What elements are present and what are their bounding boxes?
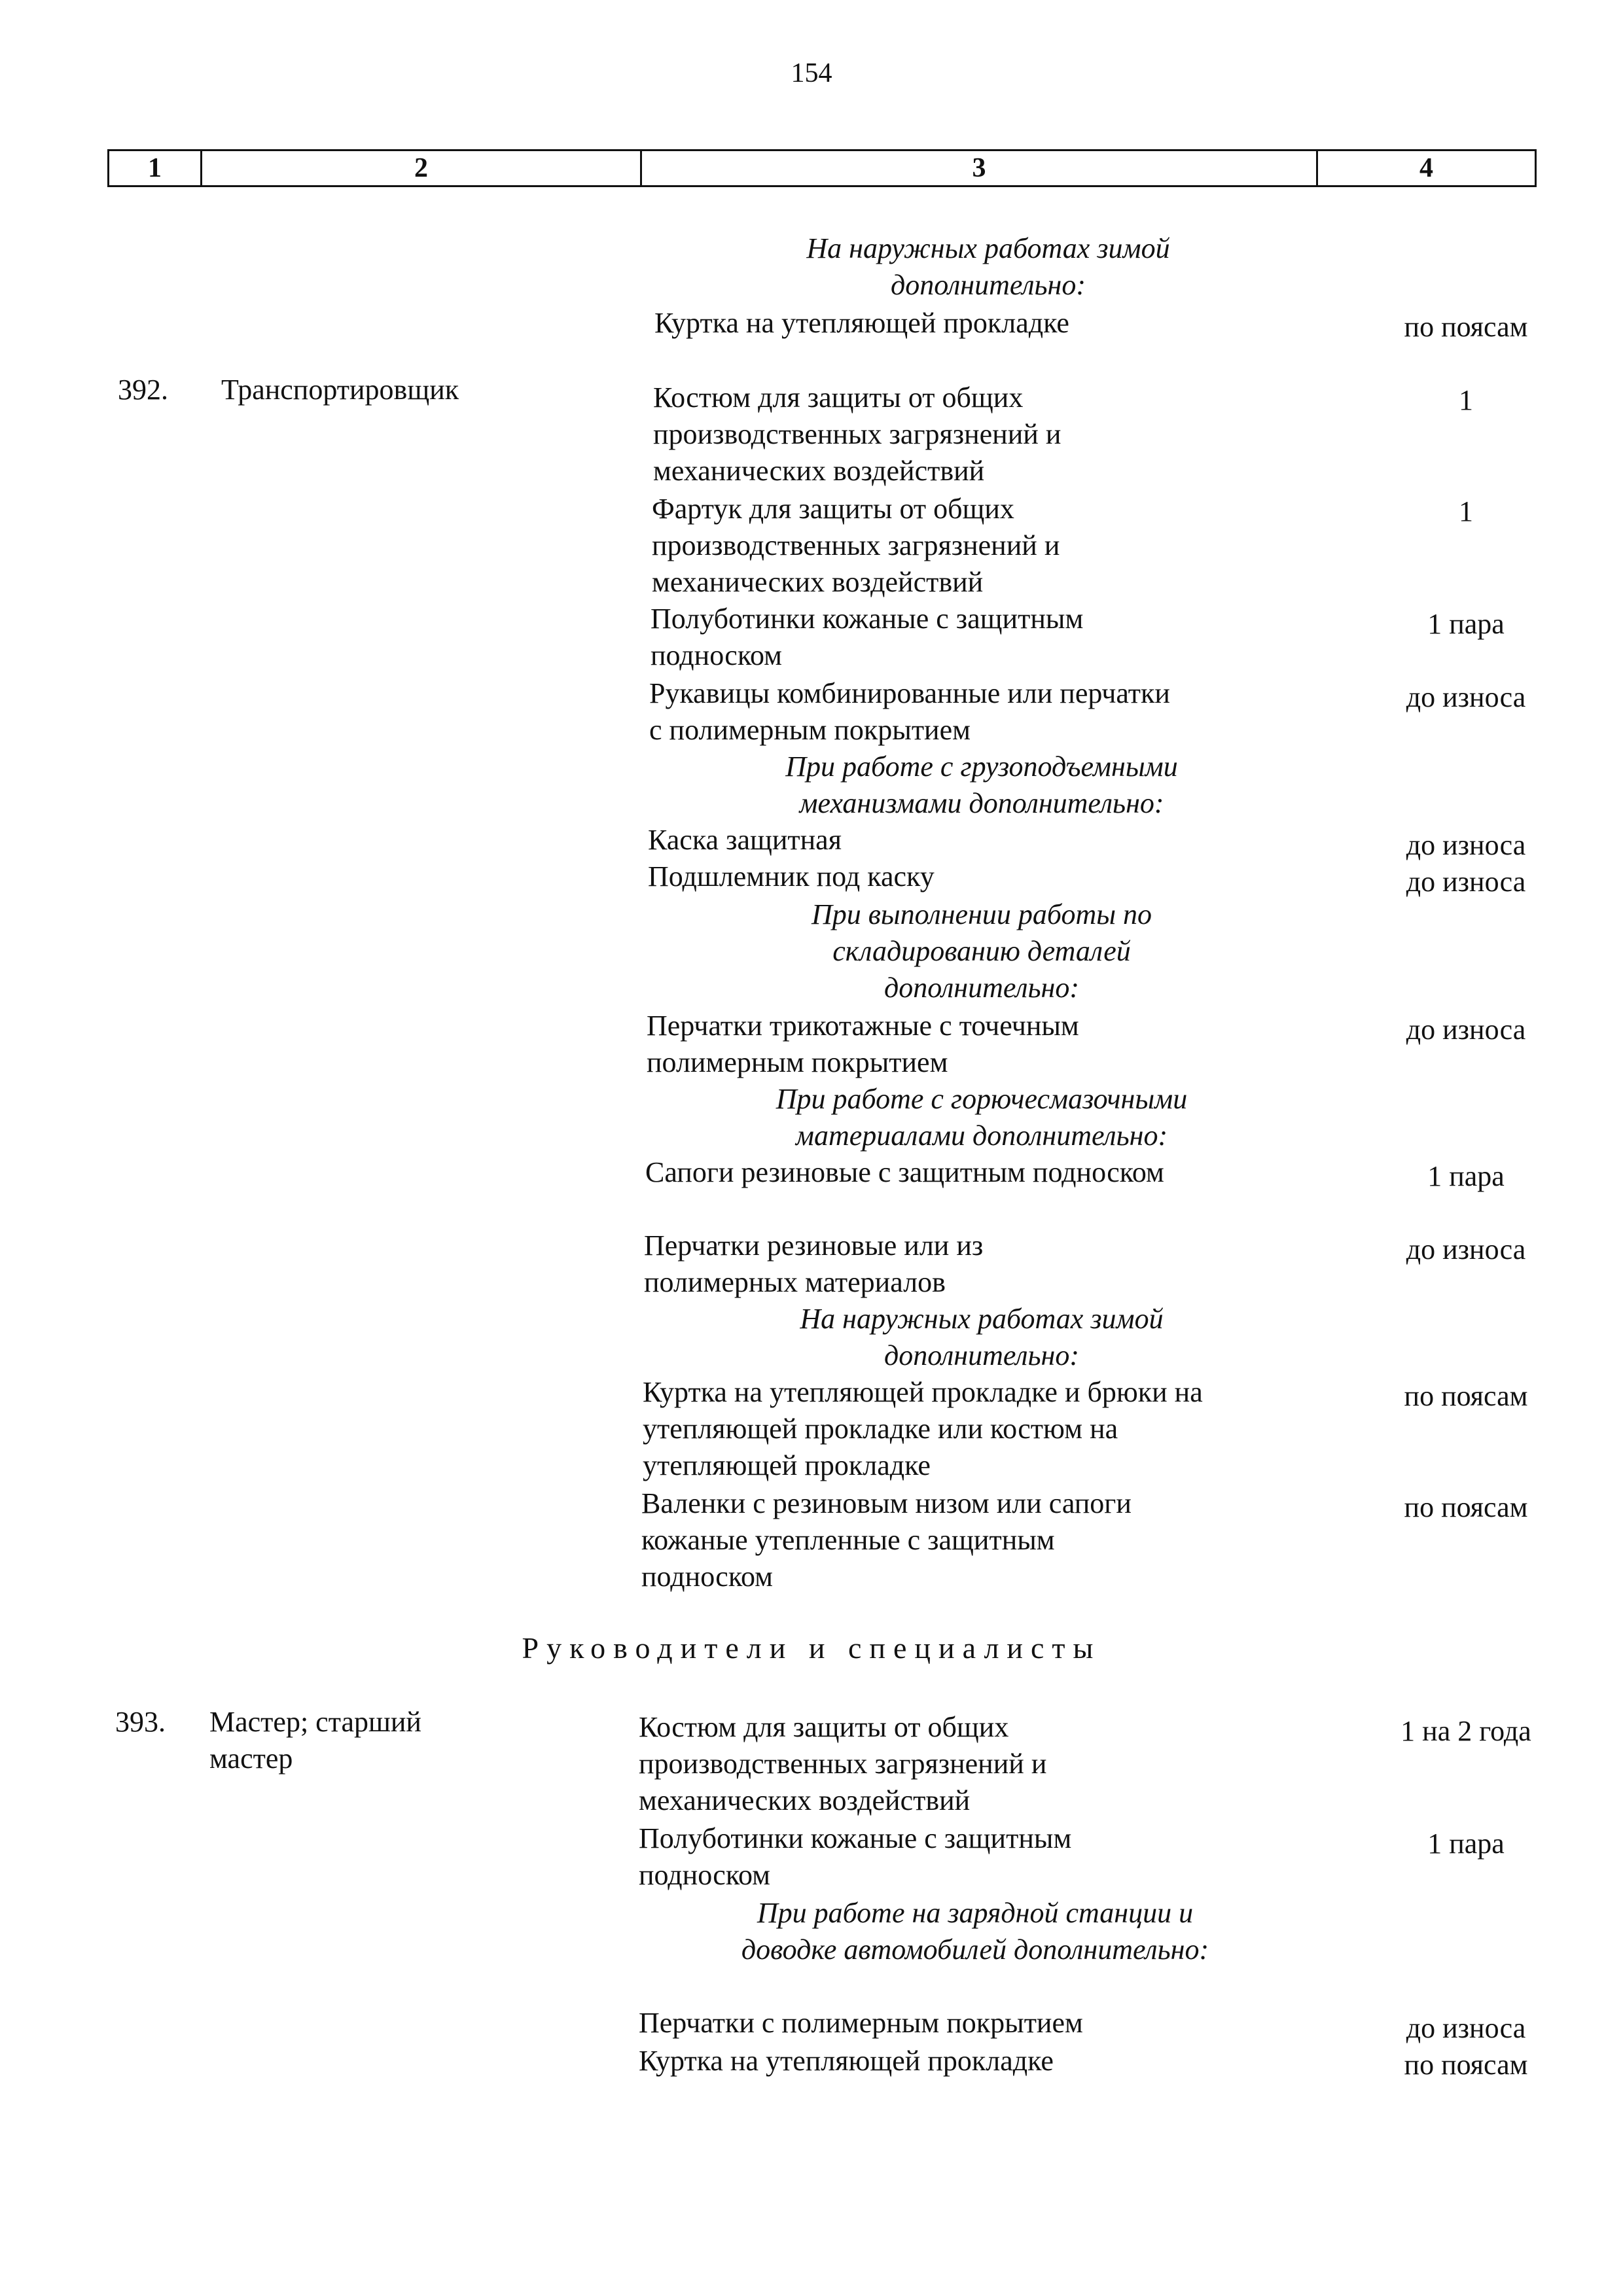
entry-392-number: 392. — [118, 374, 168, 406]
item-392-apron: Фартук для защиты от общих производственных загрязнений и механических воздействий — [652, 493, 1060, 598]
item-392-helmet: Каска защитная — [648, 824, 842, 856]
qty-393-gloves: до износа — [1406, 2012, 1526, 2044]
note-392-lifting: При работе с грузоподъемными механизмами дополнительно: — [785, 751, 1178, 819]
item-prev-jacket: Куртка на утепляющей прокладке — [654, 307, 1069, 339]
item-393-gloves: Перчатки с полимерным покрытием — [639, 2007, 1083, 2039]
note-winter-prev: На наружных работах зимой дополнительно: — [806, 232, 1170, 301]
note-392-winter: На наружных работах зимой дополнительно: — [800, 1303, 1164, 1371]
item-392-rubber-boots: Сапоги резиновые с защитным подноском — [645, 1156, 1164, 1188]
item-392-gloves: Рукавицы комбинированные или перчатки с полимерным покрытием — [649, 677, 1170, 746]
note-392-lubricants: При работе с горючесмазочными материалами дополнительно: — [776, 1083, 1188, 1152]
item-392-balaclava: Подшлемник под каску — [648, 860, 935, 892]
item-393-suit: Костюм для защиты от общих производственных загрязнений и механических воздействий — [639, 1711, 1047, 1816]
note-392-storage: При выполнении работы по складированию деталей дополнительно: — [811, 898, 1152, 1004]
qty-393-shoes: 1 пара — [1427, 1828, 1505, 1860]
qty-392-balaclava: до износа — [1406, 866, 1526, 898]
item-392-rubber-gloves: Перчатки резиновые или из полимерных материалов — [644, 1229, 984, 1298]
qty-392-rubber-gloves: до износа — [1406, 1233, 1526, 1265]
page-number: 154 — [791, 58, 832, 88]
item-393-jacket: Куртка на утепляющей прокладке — [639, 2045, 1054, 2077]
qty-392-shoes: 1 пара — [1427, 608, 1505, 640]
item-392-shoes: Полуботинки кожаные с защитным подноском — [651, 603, 1084, 671]
item-393-shoes: Полуботинки кожаные с защитным подноском — [639, 1822, 1072, 1891]
item-392-suit: Костюм для защиты от общих производственных загрязнений и механических воздействий — [653, 381, 1061, 487]
header-col-1: 1 — [109, 151, 202, 185]
qty-392-rubber-boots: 1 пара — [1427, 1160, 1505, 1192]
qty-392-felt-boots: по поясам — [1404, 1491, 1528, 1523]
qty-prev-jacket: по поясам — [1404, 311, 1528, 343]
qty-392-helmet: до износа — [1406, 829, 1526, 861]
note-393-charging: При работе на зарядной станции и доводке автомобилей дополнительно: — [741, 1897, 1209, 1966]
header-col-2: 2 — [202, 151, 642, 185]
entry-393-profession: Мастер; старший мастер — [209, 1706, 421, 1775]
item-392-knit-gloves: Перчатки трикотажные с точечным полимерным покрытием — [647, 1010, 1079, 1078]
qty-392-suit: 1 — [1459, 384, 1473, 416]
qty-392-apron: 1 — [1459, 495, 1473, 527]
qty-392-winter-jacket: по поясам — [1404, 1380, 1528, 1412]
qty-392-gloves: до износа — [1406, 681, 1526, 713]
qty-393-jacket: по поясам — [1404, 2049, 1528, 2081]
column-header-row — [107, 149, 1537, 187]
qty-393-suit: 1 на 2 года — [1400, 1715, 1531, 1747]
entry-393-number: 393. — [115, 1706, 166, 1738]
header-col-4: 4 — [1419, 153, 1433, 183]
item-392-felt-boots: Валенки с резиновым низом или сапоги кожаные утепленные с защитным подноском — [641, 1487, 1132, 1593]
header-col-3: 3 — [642, 151, 1318, 185]
item-392-winter-jacket: Куртка на утепляющей прокладке и брюки на утепляющей прокладке или костюм на утепляющей прокладке — [643, 1376, 1203, 1481]
entry-392-profession: Транспортировщик — [221, 374, 459, 406]
qty-392-knit-gloves: до износа — [1406, 1014, 1526, 1046]
section-title: Руководители и специалисты — [522, 1631, 1101, 1665]
